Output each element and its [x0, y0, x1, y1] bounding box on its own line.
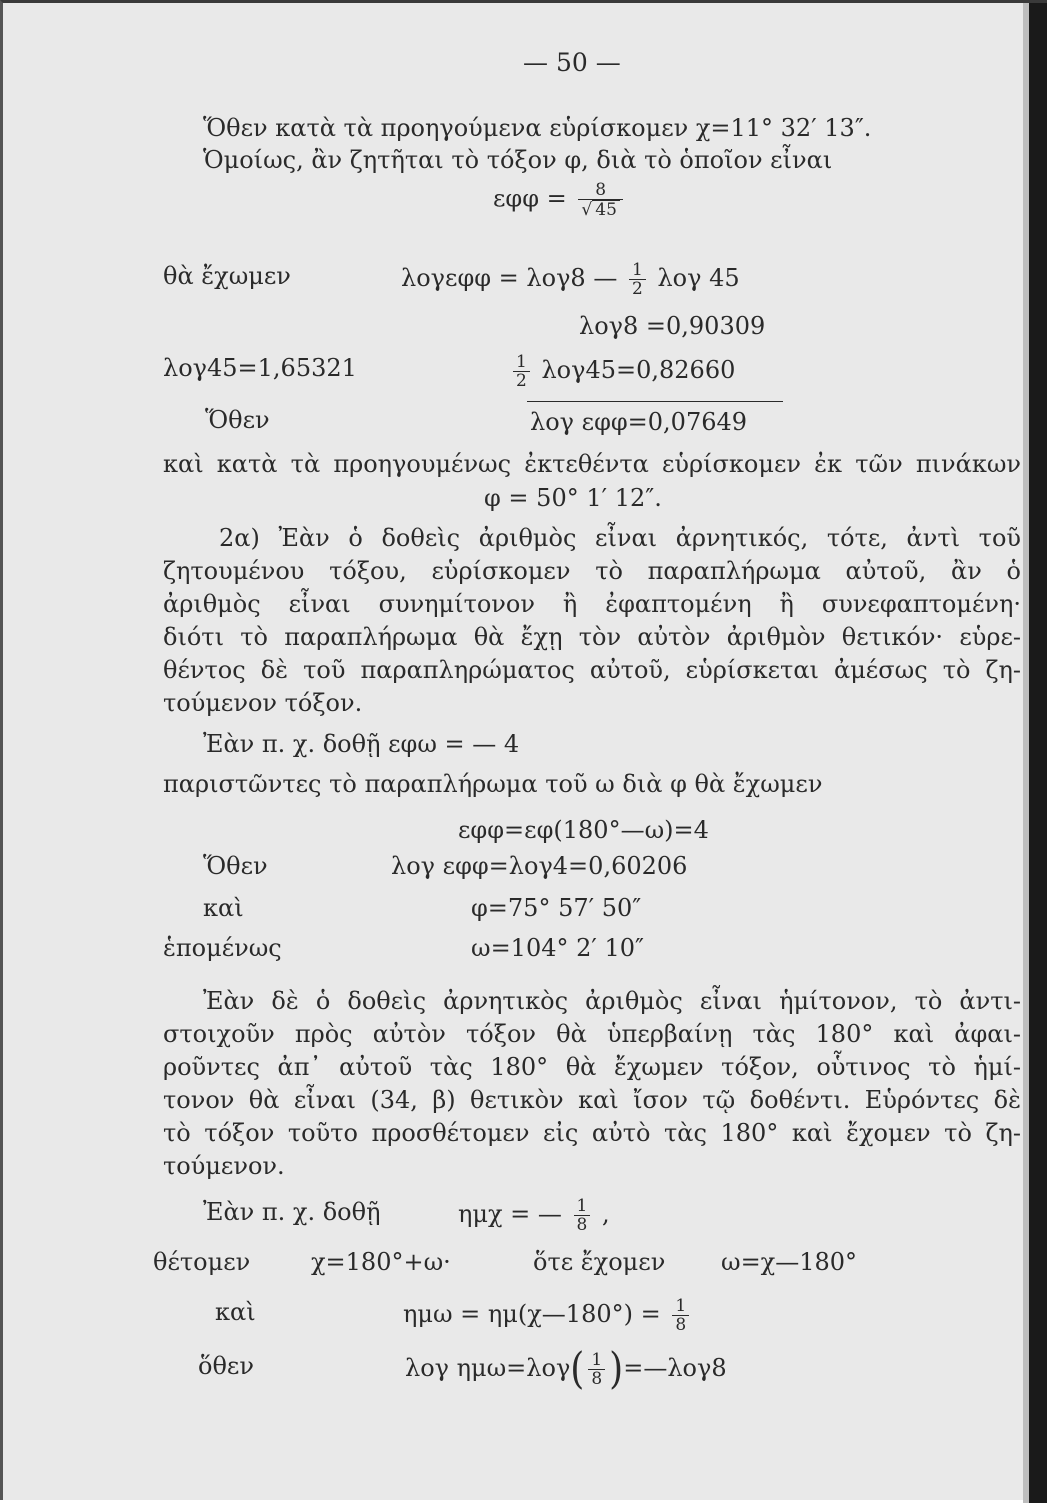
denominator: 8 [591, 1369, 603, 1389]
numerator: 8 [578, 181, 622, 200]
paragraph-line: στοιχοῦν πρὸς αὐτὸν τόξον θὰ ὑπερβαίνῃ τὰς 180° καὶ ἀφαι- [163, 1020, 1021, 1048]
fraction [578, 181, 622, 219]
numerator: 1 [574, 1197, 591, 1216]
book-spine [1029, 3, 1047, 1503]
eq-expr: λογεφφ = λογ8 — [401, 264, 618, 292]
text-line: παριστῶντες τὸ παραπλήρωμα τοῦ ω διὰ φ θὰ ἔχωμεν [163, 770, 823, 798]
eq-label: Ὅθεν [203, 852, 268, 880]
paragraph-line: ζητουμένου τόξου, εὑρίσκομεν τὸ παραπλήρωμα αὐτοῦ, ἂν ὁ [163, 557, 1021, 585]
equation-eff [493, 181, 627, 219]
paragraph-line: ἀριθμὸς εἶναι συνημίτονον ἢ ἐφαπτομένη ἢ συνεφαπτομένη· [163, 590, 1021, 618]
sum-rule [527, 401, 783, 402]
denominator: 2 [516, 371, 527, 391]
numerator: 1 [629, 261, 646, 280]
equation-result-log: λογ εφφ=0,07649 [530, 408, 748, 436]
numerator: 1 [513, 353, 530, 372]
equation-eff-180: εφφ=εφ(180°—ω)=4 [458, 816, 709, 844]
paragraph-line: τονον θὰ εἶναι (34, β) θετικὸν καὶ ἴσον τῷ δοθέντι. Εὑρόντες δὲ [163, 1086, 1021, 1114]
equation-log-eff-4: λογ εφφ=λογ4=0,60206 [391, 852, 688, 880]
equation-hmx [458, 1197, 610, 1234]
eq-label: θέτομεν [153, 1248, 251, 1276]
paragraph-line: τὸ τόξον τοῦτο προσθέτομεν εἰς αὐτὸ τὰς 180° καὶ ἔχομεν τὸ ζη- [163, 1119, 1021, 1147]
fraction [629, 261, 646, 298]
right-paren: ) [609, 1344, 624, 1394]
eq-connector: ὅτε ἔχομεν [533, 1248, 666, 1276]
equation-omega-value: ω=104° 2′ 10″ [471, 934, 644, 962]
fraction [672, 1297, 689, 1334]
denominator: 2 [631, 279, 643, 299]
page-edge [1023, 3, 1029, 1503]
equation-log8: λογ8 =0,90309 [579, 312, 766, 340]
eq-expr: ημχ = — [458, 1200, 562, 1228]
paragraph-line: ροῦντες ἀπ᾿ αὐτοῦ τὰς 180° θὰ ἔχωμεν τόξον, οὗτινος τὸ ἡμί- [163, 1053, 1021, 1081]
paragraph-line: 2α) Ἐὰν ὁ δοθεὶς ἀριθμὸς εἶναι ἀρνητικός, τότε, ἀντὶ τοῦ [219, 524, 1021, 552]
equation-log-eff [401, 261, 740, 298]
fraction [574, 1197, 591, 1234]
numerator: 1 [672, 1297, 689, 1316]
equation-phi-value: φ=75° 57′ 50″ [471, 894, 642, 922]
eq-label: ἑπομένως [163, 934, 282, 962]
fraction [513, 353, 530, 390]
radicand: 45 [592, 200, 620, 219]
eq-tail: , [602, 1200, 610, 1228]
eq-tail: =—λογ8 [623, 1354, 727, 1382]
text-line: Ὁμοίως, ἂν ζητῆται τὸ τόξον φ, διὰ τὸ ὁποῖον εἶναι [203, 146, 833, 174]
paragraph-line: θέντος δὲ τοῦ παραπληρώματος αὐτοῦ, εὑρίσκεται ἀμέσως τὸ ζη- [163, 656, 1021, 684]
eq-label: Ὅθεν [205, 406, 270, 434]
eq-expr: λογ ημω=λογ [405, 1354, 571, 1382]
text-line: Ἐὰν π. χ. δοθῇ εφω = — 4 [203, 730, 520, 758]
numerator: 1 [588, 1351, 605, 1370]
left-paren: ( [570, 1344, 585, 1394]
equation-log-hmw [405, 1344, 727, 1394]
paragraph-line: διότι τὸ παραπλήρωμα θὰ ἔχῃ τὸν αὐτὸν ἀριθμὸν θετικόν· εὑρε- [163, 623, 1021, 651]
page-number: — 50 — [523, 48, 621, 77]
eq-expr: ημω = ημ(χ—180°) = [403, 1300, 661, 1328]
text-line: καὶ κατὰ τὰ προηγουμένως ἐκτεθέντα εὑρίσκομεν ἐκ τῶν πινάκων [163, 450, 1021, 478]
paragraph-line: τούμενον. [163, 1152, 285, 1180]
equation-x-sum: χ=180°+ω· [311, 1248, 451, 1276]
fraction [588, 1351, 605, 1388]
denominator: 8 [675, 1315, 687, 1335]
denominator: 8 [576, 1215, 588, 1235]
equation-omega-diff: ω=χ—180° [721, 1248, 858, 1276]
eq-label: καὶ [215, 1298, 256, 1326]
eq-label: καὶ [203, 894, 244, 922]
denominator: √ 45 [578, 200, 622, 219]
eq-label: Ἐὰν π. χ. δοθῇ [203, 1198, 381, 1226]
paragraph-line: Ἐὰν δὲ ὁ δοθεὶς ἀρνητικὸς ἀριθμὸς εἶναι ἡμίτονον, τὸ ἀντι- [203, 987, 1021, 1015]
eq-lhs: εφφ = [493, 184, 567, 213]
paragraph-line: τούμενον τόξον. [163, 689, 363, 717]
eq-label: θὰ ἔχωμεν [163, 262, 291, 290]
eq-tail: λογ 45 [657, 264, 740, 292]
eq-expr: λογ45=0,82660 [541, 356, 736, 384]
equation-phi: φ = 50° 1′ 12″. [484, 484, 662, 512]
eq-label: ὅθεν [198, 1352, 254, 1380]
text-line: Ὅθεν κατὰ τὰ προηγούμενα εὑρίσκομεν χ=11° 32′ 13″. [203, 114, 872, 142]
equation-half-log45 [509, 353, 735, 390]
equation-hmw [403, 1297, 693, 1334]
equation-log45: λογ45=1,65321 [163, 354, 357, 382]
